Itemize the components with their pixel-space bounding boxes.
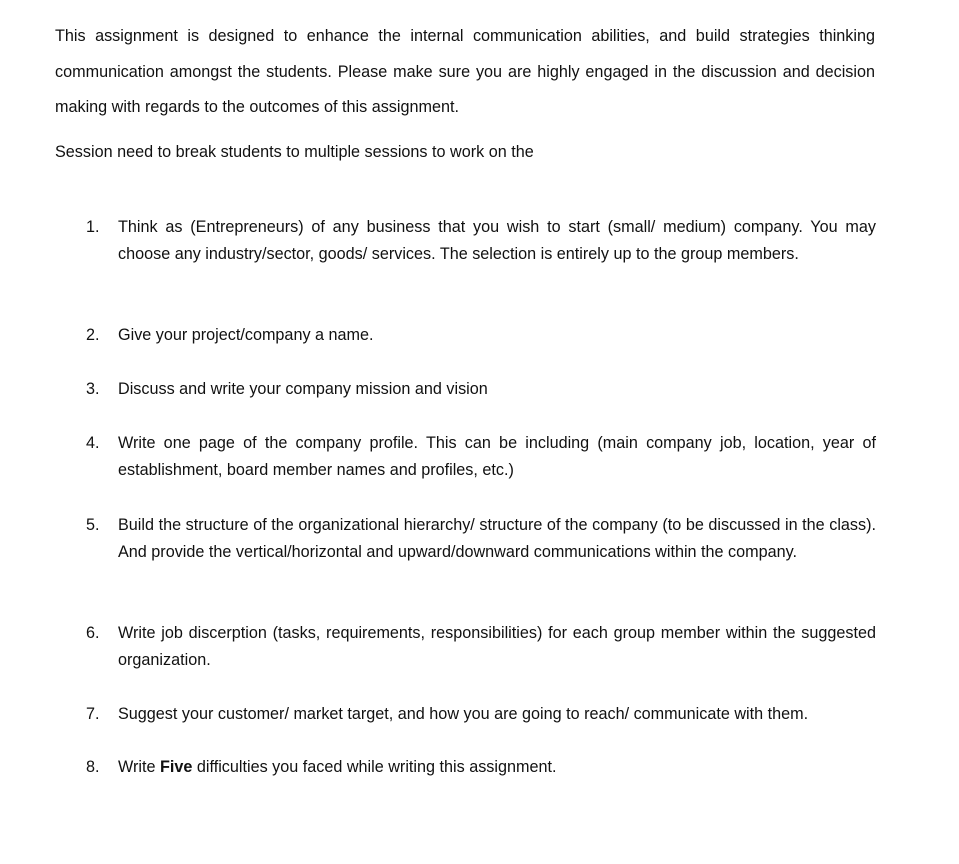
list-item-number: 5.	[86, 516, 100, 534]
list-item	[86, 701, 876, 728]
session-paragraph: Session need to break students to multiple sessions to work on the	[55, 143, 534, 161]
list-item-text: Give your project/company a name.	[118, 326, 374, 344]
list-item-text: Think as (Entrepreneurs) of any business that you wish to start (small/ medium) company. You may choose any industry/sector, goods/ services. The selection is entirely up to the group members.	[118, 218, 876, 263]
list-item	[86, 376, 876, 403]
list-item-text-after: difficulties you faced while writing this assignment.	[192, 758, 557, 776]
list-item	[86, 430, 876, 484]
list-item-number: 2.	[86, 326, 100, 344]
list-item-number: 8.	[86, 758, 100, 776]
intro-paragraph: This assignment is designed to enhance the internal communication abilities, and build strategies thinking communication amongst the students. Please make sure you are highly engaged in the discussion and decision making with regards to the outcomes of this assignment.	[55, 27, 875, 116]
list-item-text: Write one page of the company profile. This can be including (main company job, location, year of establishment, board member names and profiles, etc.)	[118, 434, 876, 479]
list-item-number: 6.	[86, 624, 100, 642]
list-item-number: 7.	[86, 705, 100, 723]
list-item	[86, 754, 876, 781]
list-item-text-before: Write	[118, 758, 160, 776]
list-item-number: 1.	[86, 218, 100, 236]
list-item	[86, 214, 876, 268]
list-item-text: Write job discerption (tasks, requirements, responsibilities) for each group member within the suggested organization.	[118, 624, 876, 669]
list-item	[86, 322, 876, 349]
list-item-text	[118, 754, 876, 781]
list-item-text: Discuss and write your company mission and vision	[118, 380, 488, 398]
list-item-text-bold: Five	[159, 758, 193, 776]
list-item-text: Build the structure of the organizational hierarchy/ structure of the company (to be discussed in the class). And provide the vertical/horizontal and upward/downward communications within the company.	[118, 516, 876, 561]
list-item-text: Suggest your customer/ market target, and how you are going to reach/ communicate with them.	[118, 705, 809, 723]
list-item-number: 4.	[86, 434, 100, 452]
list-item-number: 3.	[86, 380, 100, 398]
list-item	[86, 512, 876, 566]
list-item	[86, 620, 876, 674]
